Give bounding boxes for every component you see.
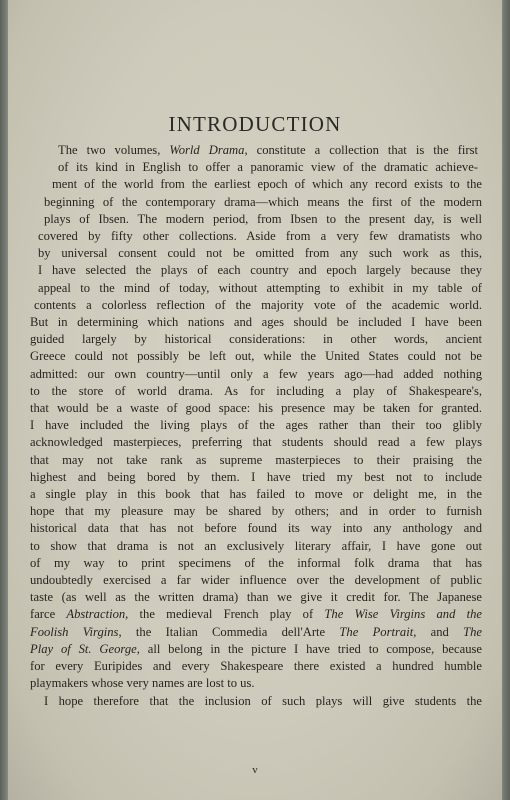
text-line: by universal consent could not be omitted from any such work as this, (38, 246, 482, 261)
text-line: Play of St. George, all belong in the picture I have tried to compose, because (30, 641, 482, 656)
page-title: INTRODUCTION (168, 112, 342, 136)
page-number: v (252, 764, 258, 776)
text-line: acknowledged masterpieces, preferring that students should read a few plays (30, 435, 482, 450)
text-line: to show that drama is not an exclusively literary affair, I have gone out (30, 538, 482, 553)
text-line: Greece could not possibly be left out, while the United States could not be (30, 349, 482, 364)
text-line: beginning of the contemporary drama—which means the first of the modern (44, 194, 482, 209)
text-line: farce Abstraction, the medieval French play of The Wise Virgins and the (30, 607, 482, 622)
text-line: of its kind in English to offer a panoramic view of the dramatic achieve- (58, 160, 478, 175)
introduction-text (30, 142, 482, 710)
text-line: a single play in this book that has failed to move or delight me, in the (30, 487, 482, 502)
text-line: The two volumes, World Drama, constitute a collection that is the first (58, 143, 478, 157)
text-line: that may not take rank as supreme masterpieces to their praising the (30, 452, 482, 467)
text-line: highest and being bored by them. I have tried my best not to include (30, 469, 482, 484)
text-line: taste (as well as the written drama) than we give it credit for. The Japanese (30, 590, 482, 605)
text-line: contents a colorless reflection of the majority vote of the academic world. (34, 297, 482, 312)
text-line: I hope therefore that the inclusion of such plays will give students the (44, 693, 482, 708)
text-line: undoubtedly exercised a far wider influence over the development of public (30, 573, 482, 588)
book-page (8, 0, 502, 800)
text-line: appeal to the mind of today, without attempting to exhibit in my table of (38, 280, 482, 295)
text-line: covered by fifty other collections. Aside from a very few dramatists who (38, 229, 482, 244)
text-line: of my way to print specimens of the informal folk drama that has (30, 555, 482, 570)
text-line: I have included the living plays of the ages rather than their too glibly (30, 418, 482, 433)
text-line: plays of Ibsen. The modern period, from Ibsen to the present day, is well (44, 211, 482, 226)
text-line: historical data that has not before found its way into any anthology and (30, 521, 482, 536)
text-line: Foolish Virgins, the Italian Commedia dell'Arte The Portrait, and The (30, 624, 482, 639)
text-line: hope that my pleasure may be shared by others; and in order to furnish (30, 504, 482, 519)
text-line: admitted: our own country—until only a few years ago—had added nothing (30, 366, 482, 381)
text-line: guided largely by historical considerations: in other words, ancient (30, 332, 482, 347)
text-line: But in determining which nations and ages should be included I have been (30, 315, 482, 330)
text-line: for every Euripides and every Shakespeare there existed a hundred humble (30, 659, 482, 674)
text-line: I have selected the plays of each country and epoch largely because they (38, 263, 482, 278)
text-line: to the store of world drama. As for including a play of Shakespeare's, (30, 383, 482, 398)
text-line: that would be a waste of good space: his presence may be taken for granted. (30, 401, 482, 416)
text-line: ment of the world from the earliest epoch of which any record exists to the (52, 177, 482, 192)
text-line: playmakers whose very names are lost to us. (30, 676, 255, 691)
